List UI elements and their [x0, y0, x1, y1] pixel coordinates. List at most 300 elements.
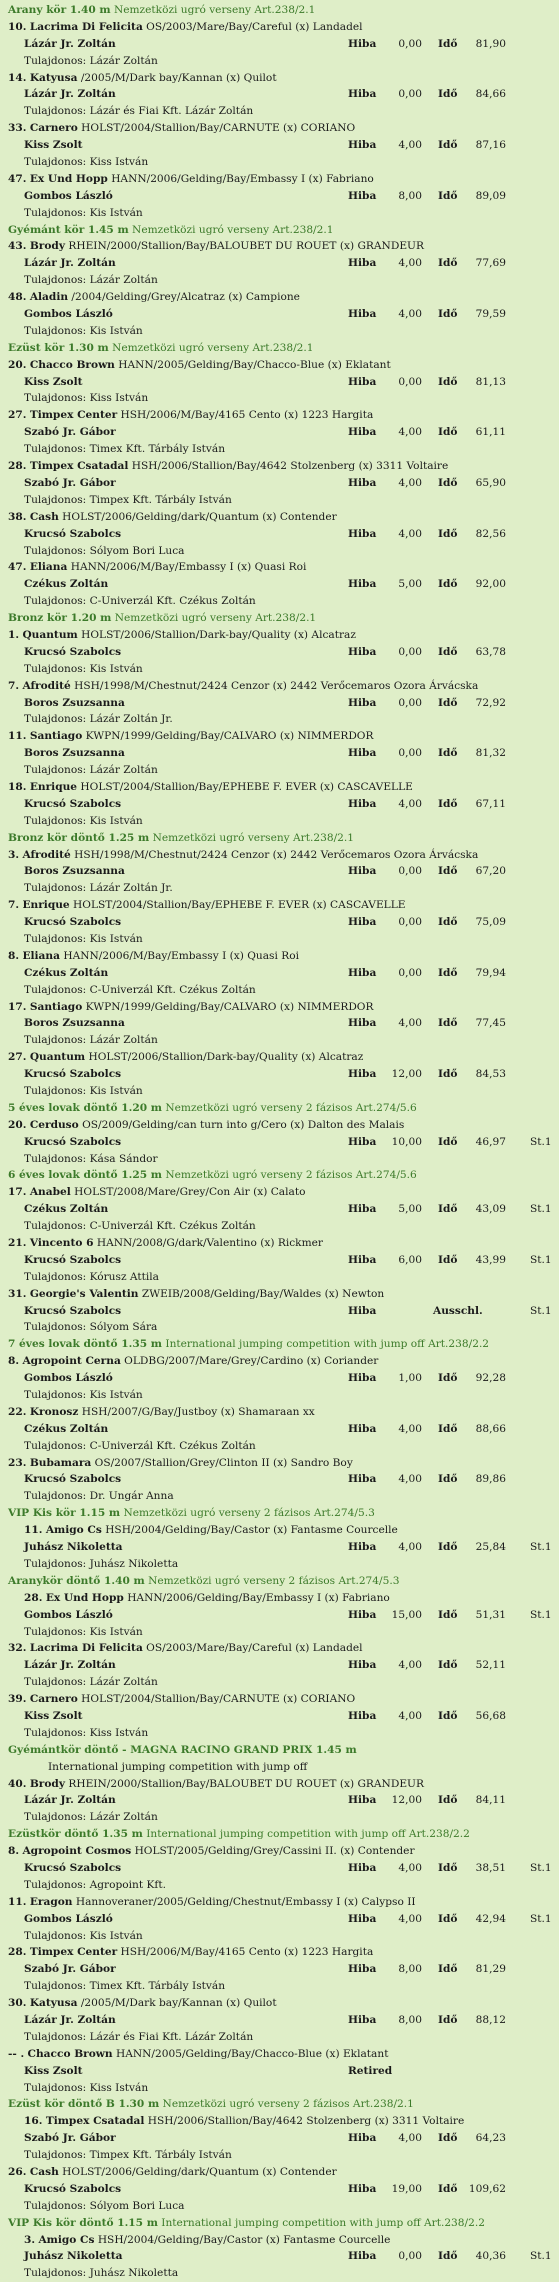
time-value: 84,11 — [475, 1794, 506, 1807]
time-value: 88,66 — [475, 1422, 506, 1435]
horse-line — [8, 1235, 553, 1252]
start-number: 27. — [8, 409, 27, 422]
horse-line — [8, 289, 553, 306]
competition-name: Bronz kör 1.20 m — [8, 612, 112, 625]
time-label: Idő — [438, 1659, 458, 1672]
horse-name: Cerduso — [29, 1118, 79, 1131]
start-number: 18. — [8, 780, 27, 793]
faults-label: Hiba — [348, 2182, 377, 2195]
horse-line — [8, 1404, 553, 1421]
start-number: 11. — [24, 1524, 43, 1537]
horse-pedigree: HOLST/2006/Gelding/dark/Quantum (x) Contender — [58, 2166, 337, 2178]
faults-value: 12,00 — [391, 1794, 422, 1807]
horse-line — [8, 559, 553, 576]
rider-name: Lázár Jr. Zoltán — [24, 1794, 116, 1807]
faults-label: Hiba — [348, 1372, 377, 1385]
rider-name: Gombos László — [24, 1372, 113, 1385]
horse-name: Amigo Cs — [45, 1524, 102, 1537]
time-value: 82,56 — [475, 527, 506, 540]
time-value: 77,45 — [475, 1017, 506, 1030]
result-row — [8, 2012, 553, 2029]
owner-line: Tulajdonos: Kiss István — [24, 392, 149, 405]
time-value: 64,23 — [475, 2132, 506, 2145]
horse-name: Cash — [29, 2166, 59, 2178]
horse-pedigree: OLDBG/2007/Mare/Grey/Cardino (x) Coriander — [120, 1355, 379, 1368]
rider-name: Kiss Zsolt — [24, 139, 83, 152]
time-label: Idő — [438, 375, 458, 388]
faults-value: 8,00 — [398, 189, 422, 202]
horse-name: Santiago — [29, 730, 83, 743]
faults-value: 8,00 — [398, 2013, 422, 2026]
faults-value: 0,00 — [398, 88, 422, 101]
time-label: Idő — [438, 527, 458, 540]
competition-name: Aranykör döntő 1.40 m — [8, 1574, 145, 1587]
owner-line: Tulajdonos: Lázár Zoltán Jr. — [24, 713, 173, 726]
faults-label: Hiba — [348, 189, 377, 202]
horse-name: Carnero — [29, 1693, 78, 1706]
owner-line: Tulajdonos: Kása Sándor — [24, 1152, 158, 1165]
result-row — [8, 1607, 553, 1624]
time-label: Idő — [438, 1372, 458, 1385]
horse-pedigree: HSH/2006/Stallion/Bay/4642 Stolzenberg (x) 3311 Voltaire — [144, 2115, 465, 2128]
horse-name: Chacco Brown — [27, 2047, 113, 2060]
faults-value: 4,00 — [398, 308, 422, 321]
faults-value: 4,00 — [398, 1659, 422, 1672]
faults-value: 5,00 — [398, 1203, 422, 1216]
competition-heading — [8, 2096, 553, 2113]
competition-name: Gyémánt kör 1.45 m — [8, 223, 129, 236]
time-label: Idő — [438, 1861, 458, 1874]
competition-heading — [8, 1167, 553, 1184]
stage-label: St.1 — [530, 1203, 552, 1216]
competition-heading — [8, 830, 553, 847]
start-number: 10. — [8, 20, 27, 33]
rider-name: Szabó Jr. Gábor — [24, 476, 116, 489]
faults-label: Hiba — [348, 2132, 377, 2145]
horse-pedigree: HOLST/2005/Gelding/Grey/Cassini II. (x) Contender — [131, 1845, 415, 1858]
rider-name: Szabó Jr. Gábor — [24, 426, 116, 439]
horse-pedigree: HOLST/2004/Stallion/Bay/EPHEBE F. EVER (x) CASCAVELLE — [77, 780, 413, 793]
horse-line — [8, 1843, 553, 1860]
horse-name: Aladin — [29, 291, 69, 304]
time-label: Idő — [438, 916, 458, 929]
horse-line — [8, 999, 553, 1016]
owner-line: Tulajdonos: Lázár Zoltán — [24, 1676, 158, 1689]
result-row — [8, 644, 553, 661]
result-row — [8, 1961, 553, 1978]
faults-value: 0,00 — [398, 696, 422, 709]
faults-value: 0,00 — [398, 37, 422, 50]
horse-pedigree: HSH/2006/Stallion/Bay/4642 Stolzenberg (x) 3311 Voltaire — [128, 460, 449, 473]
result-row — [8, 374, 553, 391]
time-value: 43,99 — [475, 1253, 506, 1266]
time-label: Idő — [438, 1253, 458, 1266]
result-row — [8, 914, 553, 931]
time-value: 79,94 — [475, 966, 506, 979]
faults-value: 4,00 — [398, 1541, 422, 1554]
result-row — [8, 1303, 553, 1320]
faults-value: 4,00 — [398, 527, 422, 540]
time-value: 25,84 — [475, 1541, 506, 1554]
faults-value: 15,00 — [391, 1608, 422, 1621]
owner-line: Tulajdonos: Kis István — [24, 662, 143, 675]
result-row — [8, 255, 553, 272]
faults-label: Hiba — [348, 1017, 377, 1030]
time-label: Idő — [438, 1203, 458, 1216]
time-label: Idő — [438, 747, 458, 760]
rider-name: Kiss Zsolt — [24, 2064, 83, 2077]
competition-rule: Nemzetközi ugró verseny Art.238/2.1 — [111, 612, 317, 625]
horse-line — [8, 1894, 553, 1911]
faults-label: Hiba — [348, 1794, 377, 1807]
horse-name: Ex Und Hopp — [29, 172, 108, 185]
faults-label: Hiba — [348, 527, 377, 540]
horse-name: Chacco Brown — [29, 358, 115, 371]
horse-name: Eliana — [22, 949, 60, 962]
horse-name: Anabel — [29, 1186, 71, 1199]
rider-name: Lázár Jr. Zoltán — [24, 257, 116, 270]
competition-rule: Nemzetközi ugró verseny 2 fázisos Art.274/5.3 — [120, 1507, 375, 1520]
horse-pedigree: RHEIN/2000/Stallion/Bay/BALOUBET DU ROUET (x) GRANDEUR — [64, 240, 424, 253]
competition-name: VIP Kis kör 1.15 m — [8, 1507, 121, 1520]
start-number: 39. — [8, 1693, 27, 1706]
rider-name: Juhász Nikoletta — [24, 1541, 123, 1554]
time-label: Idő — [438, 865, 458, 878]
faults-value: 0,00 — [398, 865, 422, 878]
competition-heading — [8, 222, 553, 239]
owner-line: Tulajdonos: Kiss István — [24, 156, 149, 169]
time-label: Idő — [438, 2182, 458, 2195]
competition-name: Arany kör 1.40 m — [8, 4, 111, 16]
faults-value: 12,00 — [391, 1068, 422, 1081]
faults-value: 0,00 — [398, 966, 422, 979]
horse-pedigree: HOLST/2006/Stallion/Dark-bay/Quality (x) Alcatraz — [77, 628, 356, 641]
faults-label: Hiba — [348, 966, 377, 979]
faults-value: 4,00 — [398, 139, 422, 152]
start-number: 40. — [8, 1777, 27, 1790]
horse-line — [8, 678, 553, 695]
result-row — [8, 1657, 553, 1674]
horse-line — [8, 509, 553, 526]
horse-pedigree: HSH/1998/M/Chestnut/2424 Cenzor (x) 2442 Verőcemaros Ozora Árvácska — [70, 848, 479, 861]
result-row — [8, 1539, 553, 1556]
competition-heading — [8, 1336, 553, 1353]
stage-label: St.1 — [530, 1608, 552, 1621]
result-row — [8, 1911, 553, 1928]
faults-label: Hiba — [348, 37, 377, 50]
owner-line: Tulajdonos: Kis István — [24, 932, 143, 945]
rider-name: Krucsó Szabolcs — [24, 1253, 122, 1266]
time-value: 42,94 — [475, 1912, 506, 1925]
time-label: Idő — [438, 1541, 458, 1554]
horse-pedigree: HANN/2006/Gelding/Bay/Embassy I (x) Fabriano — [123, 1591, 390, 1604]
horse-line — [8, 897, 553, 914]
owner-line: Tulajdonos: Kiss István — [24, 1726, 149, 1739]
owner-line: Tulajdonos: Kis István — [24, 814, 143, 827]
eliminated-label: Ausschl. — [433, 1304, 483, 1317]
competition-name: Bronz kör döntő 1.25 m — [8, 831, 150, 844]
time-label: Idő — [438, 2250, 458, 2263]
result-row — [8, 965, 553, 982]
competition-rule: Nemzetközi ugró verseny 2 fázisos Art.274/5.6 — [162, 1101, 417, 1114]
start-number: 27. — [8, 1051, 27, 1064]
time-label: Idő — [438, 308, 458, 321]
horse-line — [8, 728, 553, 745]
competition-rule: International jumping competition with jump off Art.238/2.2 — [157, 2216, 485, 2229]
rider-name: Krucsó Szabolcs — [24, 916, 122, 929]
horse-name: Katyusa — [29, 1997, 78, 2010]
horse-pedigree: OS/2007/Stallion/Grey/Clinton II (x) Sandro Boy — [91, 1456, 353, 1469]
owner-line: Tulajdonos: Dr. Ungár Anna — [24, 1490, 174, 1503]
time-label: Idő — [438, 1135, 458, 1148]
result-row — [8, 1471, 553, 1488]
horse-pedigree: HSH/2006/M/Bay/4165 Cento (x) 1223 Hargita — [117, 409, 374, 422]
horse-line — [8, 1522, 553, 1539]
horse-pedigree: OS/2003/Mare/Bay/Careful (x) Landadel — [142, 20, 363, 33]
retired-label: Retired — [348, 2064, 393, 2077]
horse-pedigree: ZWEIB/2008/Gelding/Bay/Waldes (x) Newton — [138, 1287, 385, 1300]
start-number: 31. — [8, 1287, 27, 1300]
time-label: Idő — [438, 696, 458, 709]
owner-line: Tulajdonos: Sólyom Bori Luca — [24, 2199, 185, 2212]
result-row — [8, 1201, 553, 1218]
result-row — [8, 306, 553, 323]
faults-label: Hiba — [348, 426, 377, 439]
start-number: 48. — [8, 291, 27, 304]
start-number: 8. — [8, 1355, 20, 1368]
horse-pedigree: HOLST/2004/Stallion/Bay/CARNUTE (x) CORIANO — [77, 122, 356, 135]
result-row — [8, 1252, 553, 1269]
owner-line: Tulajdonos: Kis István — [24, 1625, 143, 1638]
rider-name: Kiss Zsolt — [24, 1709, 83, 1722]
faults-label: Hiba — [348, 865, 377, 878]
owner-line: Tulajdonos: Sólyom Bori Luca — [24, 544, 185, 557]
start-number: 22. — [8, 1405, 27, 1418]
horse-name: Vincento 6 — [29, 1237, 94, 1250]
horse-pedigree: HANN/2005/Gelding/Bay/Chacco-Blue (x) Eklatant — [114, 358, 391, 371]
horse-name: Brody — [29, 240, 65, 253]
time-value: 67,20 — [475, 865, 506, 878]
horse-name: Eliana — [29, 561, 68, 574]
horse-pedigree: HANN/2005/Gelding/Bay/Chacco-Blue (x) Eklatant — [112, 2047, 389, 2060]
horse-pedigree: Hannoveraner/2005/Gelding/Chestnut/Embassy I (x) Calypso II — [72, 1895, 416, 1908]
result-row — [8, 36, 553, 53]
competition-name: Ezüst kör 1.30 m — [8, 341, 109, 354]
time-value: 81,90 — [475, 37, 506, 50]
competition-rule: Nemzetközi ugró verseny 2 fázisos Art.274/5.3 — [144, 1574, 400, 1587]
horse-line — [8, 1286, 553, 1303]
owner-line: Tulajdonos: Lázár és Fiai Kft. Lázár Zoltán — [24, 105, 254, 118]
time-value: 84,66 — [475, 88, 506, 101]
faults-value: 19,00 — [391, 2182, 422, 2195]
horse-line — [8, 1353, 553, 1370]
competition-name: Ezüst kör döntő B 1.30 m — [8, 2098, 160, 2111]
rider-name: Krucsó Szabolcs — [24, 1304, 122, 1317]
competition-heading — [8, 340, 553, 357]
horse-line — [8, 70, 553, 87]
time-label: Idő — [438, 257, 458, 270]
owner-line: Tulajdonos: Lázár Zoltán — [24, 1034, 158, 1047]
faults-value: 4,00 — [398, 2132, 422, 2145]
owner-line: Tulajdonos: C-Univerzál Kft. Czékus Zoltán — [24, 983, 256, 996]
competition-heading — [8, 2215, 553, 2232]
horse-name: Brody — [29, 1777, 65, 1790]
faults-label: Hiba — [348, 1304, 377, 1317]
horse-line — [8, 1590, 553, 1607]
start-number: 23. — [8, 1456, 27, 1469]
rider-name: Krucsó Szabolcs — [24, 1473, 122, 1486]
horse-line — [8, 238, 553, 255]
start-number: 28. — [8, 460, 27, 473]
horse-name: Georgie's Valentin — [29, 1287, 139, 1300]
horse-line — [8, 2164, 553, 2181]
result-row — [8, 2063, 553, 2080]
horse-name: Afrodité — [22, 679, 71, 692]
horse-name: Ex Und Hopp — [45, 1591, 124, 1604]
horse-name: Eragon — [29, 1895, 73, 1908]
horse-line — [8, 779, 553, 796]
stage-label: St.1 — [530, 2250, 552, 2263]
result-row — [8, 1015, 553, 1032]
rider-name: Krucsó Szabolcs — [24, 1135, 122, 1148]
start-number: 17. — [8, 1186, 27, 1199]
start-number: 8. — [8, 1845, 20, 1858]
competition-heading — [8, 1505, 553, 1522]
horse-name: Enrique — [29, 780, 78, 793]
rider-name: Czékus Zoltán — [24, 578, 109, 591]
rider-name: Krucsó Szabolcs — [24, 527, 122, 540]
competition-heading — [8, 2, 553, 19]
result-row — [8, 796, 553, 813]
horse-name: Carnero — [29, 122, 78, 135]
rider-name: Lázár Jr. Zoltán — [24, 1659, 116, 1672]
start-number: 11. — [8, 730, 27, 743]
rider-name: Krucsó Szabolcs — [24, 645, 122, 658]
time-label: Idő — [438, 645, 458, 658]
competition-rule: Nemzetközi ugró verseny Art.238/2.1 — [149, 831, 355, 844]
result-row — [8, 1134, 553, 1151]
rider-name: Lázár Jr. Zoltán — [24, 88, 116, 101]
time-label: Idő — [438, 578, 458, 591]
start-number: 47. — [8, 172, 27, 185]
faults-label: Hiba — [348, 916, 377, 929]
rider-name: Krucsó Szabolcs — [24, 797, 122, 810]
faults-label: Hiba — [348, 1608, 377, 1621]
horse-pedigree: /2004/Gelding/Grey/Alcatraz (x) Campione — [68, 291, 300, 304]
time-value: 92,00 — [475, 578, 506, 591]
faults-label: Hiba — [348, 1659, 377, 1672]
time-label: Idő — [438, 139, 458, 152]
competition-name: Gyémántkör döntő - MAGNA RACINO GRAND PRIX 1.45 m — [8, 1743, 357, 1756]
result-row — [8, 1860, 553, 1877]
competition-rule: Nemzetközi ugró verseny 2 fázisos Art.274/5.6 — [162, 1169, 417, 1182]
time-value: 43,09 — [475, 1203, 506, 1216]
faults-value: 4,00 — [398, 426, 422, 439]
time-value: 67,11 — [475, 797, 506, 810]
horse-name: Lacrima Di Felicita — [29, 1642, 143, 1655]
rider-name: Boros Zsuzsanna — [24, 696, 125, 709]
horse-line — [8, 171, 553, 188]
horse-name: Timpex Center — [29, 409, 118, 422]
faults-value: 4,00 — [398, 797, 422, 810]
faults-label: Hiba — [348, 476, 377, 489]
horse-line — [8, 1049, 553, 1066]
horse-name: Katyusa — [29, 71, 78, 84]
time-value: 61,11 — [475, 426, 506, 439]
rider-name: Gombos László — [24, 1912, 113, 1925]
stage-label: St.1 — [530, 1135, 552, 1148]
rider-name: Czékus Zoltán — [24, 966, 109, 979]
owner-line: Tulajdonos: C-Univerzál Kft. Czékus Zoltán — [24, 1439, 256, 1452]
horse-pedigree: HANN/2006/M/Bay/Embassy I (x) Quasi Roi — [67, 561, 307, 574]
horse-line — [8, 847, 553, 864]
time-label: Idő — [438, 1709, 458, 1722]
rider-name: Boros Zsuzsanna — [24, 1017, 125, 1030]
owner-line: Tulajdonos: Lázár Zoltán — [24, 54, 158, 67]
faults-value: 4,00 — [398, 1912, 422, 1925]
horse-line — [8, 1184, 553, 1201]
faults-value: 0,00 — [398, 645, 422, 658]
horse-name: Cash — [29, 510, 59, 523]
start-number: 33. — [8, 122, 27, 135]
result-row — [8, 188, 553, 205]
horse-line — [8, 1944, 553, 1961]
rider-name: Gombos László — [24, 308, 113, 321]
time-label: Idő — [438, 426, 458, 439]
start-number: 20. — [8, 358, 27, 371]
horse-name: Agropoint Cerna — [22, 1355, 121, 1368]
horse-name: Santiago — [29, 1000, 83, 1013]
rider-name: Juhász Nikoletta — [24, 2250, 123, 2263]
competition-name: 6 éves lovak döntő 1.25 m — [8, 1169, 163, 1182]
horse-line — [8, 458, 553, 475]
time-label: Idő — [438, 797, 458, 810]
time-value: 109,62 — [468, 2182, 506, 2195]
faults-value: 8,00 — [398, 1963, 422, 1976]
owner-line: Tulajdonos: Agropoint Kft. — [24, 1878, 166, 1891]
competition-rule: Nemzetközi ugró verseny Art.238/2.1 — [110, 4, 316, 16]
horse-pedigree: HOLST/2006/Stallion/Dark-bay/Quality (x) Alcatraz — [85, 1051, 364, 1064]
horse-line — [8, 1691, 553, 1708]
competition-rule: International jumping competition with jump off Art.238/2.2 — [162, 1338, 490, 1351]
faults-label: Hiba — [348, 747, 377, 760]
competition-heading — [8, 1573, 553, 1590]
time-label: Idő — [438, 2132, 458, 2145]
owner-line: Tulajdonos: Sólyom Sára — [24, 1321, 158, 1334]
owner-line: Tulajdonos: Kórusz Attila — [24, 1270, 159, 1283]
horse-name: Afrodité — [22, 848, 71, 861]
competition-heading — [8, 1100, 553, 1117]
start-number: 8. — [8, 949, 20, 962]
time-value: 38,51 — [475, 1861, 506, 1874]
competition-rule: Nemzetközi ugró verseny 2 fázisos Art.238/2.1 — [159, 2098, 414, 2111]
owner-line: Tulajdonos: Lázár Zoltán — [24, 764, 158, 777]
owner-line: Tulajdonos: Lázár Zoltán Jr. — [24, 882, 173, 895]
faults-value: 4,00 — [398, 1861, 422, 1874]
faults-label: Hiba — [348, 1422, 377, 1435]
start-number: 32. — [8, 1642, 27, 1655]
rider-name: Szabó Jr. Gábor — [24, 2132, 116, 2145]
horse-line — [8, 19, 553, 36]
time-value: 81,29 — [475, 1963, 506, 1976]
horse-pedigree: RHEIN/2000/Stallion/Bay/BALOUBET DU ROUET (x) GRANDEUR — [64, 1777, 424, 1790]
faults-value: 10,00 — [391, 1135, 422, 1148]
start-number: 43. — [8, 240, 27, 253]
horse-name: Amigo Cs — [38, 2233, 95, 2246]
time-value: 40,36 — [475, 2250, 506, 2263]
time-value: 65,90 — [475, 476, 506, 489]
time-value: 63,78 — [475, 645, 506, 658]
